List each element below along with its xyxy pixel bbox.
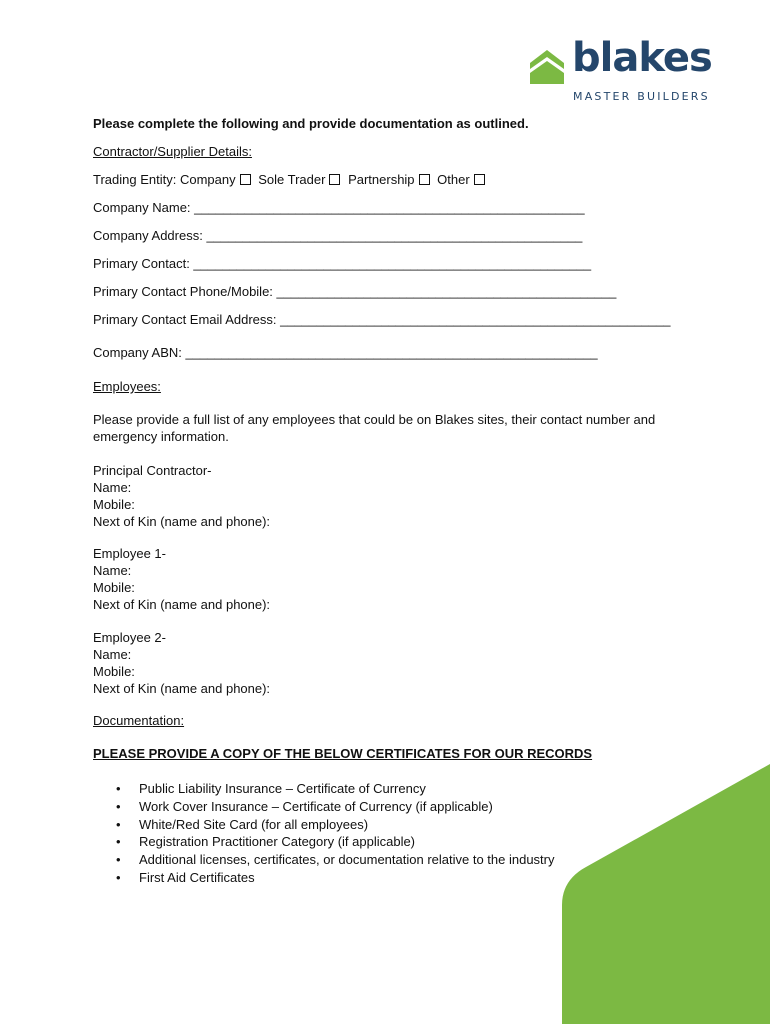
person-name-label: Name:	[93, 480, 132, 495]
person-title: Employee 1-	[93, 546, 166, 561]
sole-trader-checkbox[interactable]	[329, 174, 340, 185]
documentation-heading: Documentation:	[93, 713, 185, 728]
person-kin-label: Next of Kin (name and phone):	[93, 681, 271, 696]
email-field[interactable]: Primary Contact Email Address: ______________________________________________________	[93, 312, 671, 327]
option-company: Company	[179, 172, 236, 187]
option-sole-trader: Sole Trader	[258, 172, 326, 187]
list-item: • Additional licenses, certificates, or documentation relative to the industry	[139, 851, 555, 869]
list-item: • Public Liability Insurance – Certificate of Currency	[139, 780, 555, 798]
company-checkbox[interactable]	[240, 174, 251, 185]
person-mobile-label: Mobile:	[93, 497, 135, 512]
employee-2-block	[93, 629, 270, 697]
employees-heading: Employees:	[93, 379, 161, 394]
company-name-field[interactable]: Company Name: ______________________________________________________	[93, 200, 585, 215]
logo-subtitle: MASTER BUILDERS	[573, 90, 710, 103]
option-other: Other	[437, 172, 470, 187]
employees-intro: Please provide a full list of any employees that could be on Blakes sites, their contact number and emergency information.	[93, 412, 656, 444]
list-item: • White/Red Site Card (for all employees)	[139, 816, 555, 834]
blakes-logo	[530, 35, 720, 106]
contractor-heading: Contractor/Supplier Details:	[93, 144, 252, 159]
certificates-heading: PLEASE PROVIDE A COPY OF THE BELOW CERTIFICATES FOR OUR RECORDS	[93, 746, 593, 761]
person-kin-label: Next of Kin (name and phone):	[93, 597, 271, 612]
person-name-label: Name:	[93, 647, 132, 662]
principal-contractor-block	[93, 462, 270, 530]
abn-field[interactable]: Company ABN: _________________________________________________________	[93, 345, 598, 360]
person-mobile-label: Mobile:	[93, 664, 135, 679]
house-logo-icon	[530, 50, 564, 84]
person-title: Principal Contractor-	[93, 463, 212, 478]
person-mobile-label: Mobile:	[93, 580, 135, 595]
list-item: • Registration Practitioner Category (if applicable)	[139, 833, 555, 851]
list-item: • Work Cover Insurance – Certificate of Currency (if applicable)	[139, 798, 555, 816]
phone-field[interactable]: Primary Contact Phone/Mobile: _______________________________________________	[93, 284, 617, 299]
partnership-checkbox[interactable]	[419, 174, 430, 185]
trading-entity-row	[93, 172, 489, 188]
person-name-label: Name:	[93, 563, 132, 578]
person-title: Employee 2-	[93, 630, 166, 645]
primary-contact-field[interactable]: Primary Contact: _______________________________________________________	[93, 256, 592, 271]
list-item: • First Aid Certificates	[139, 869, 555, 887]
other-checkbox[interactable]	[474, 174, 485, 185]
option-partnership: Partnership	[348, 172, 415, 187]
trading-entity-label: Trading Entity:	[93, 172, 177, 187]
person-kin-label: Next of Kin (name and phone):	[93, 514, 271, 529]
employee-1-block	[93, 545, 270, 613]
company-address-field[interactable]: Company Address: ____________________________________________________	[93, 228, 583, 243]
intro-text: Please complete the following and provide documentation as outlined.	[93, 116, 529, 131]
certificates-list	[93, 780, 555, 887]
logo-wordmark: blakes	[572, 35, 712, 81]
